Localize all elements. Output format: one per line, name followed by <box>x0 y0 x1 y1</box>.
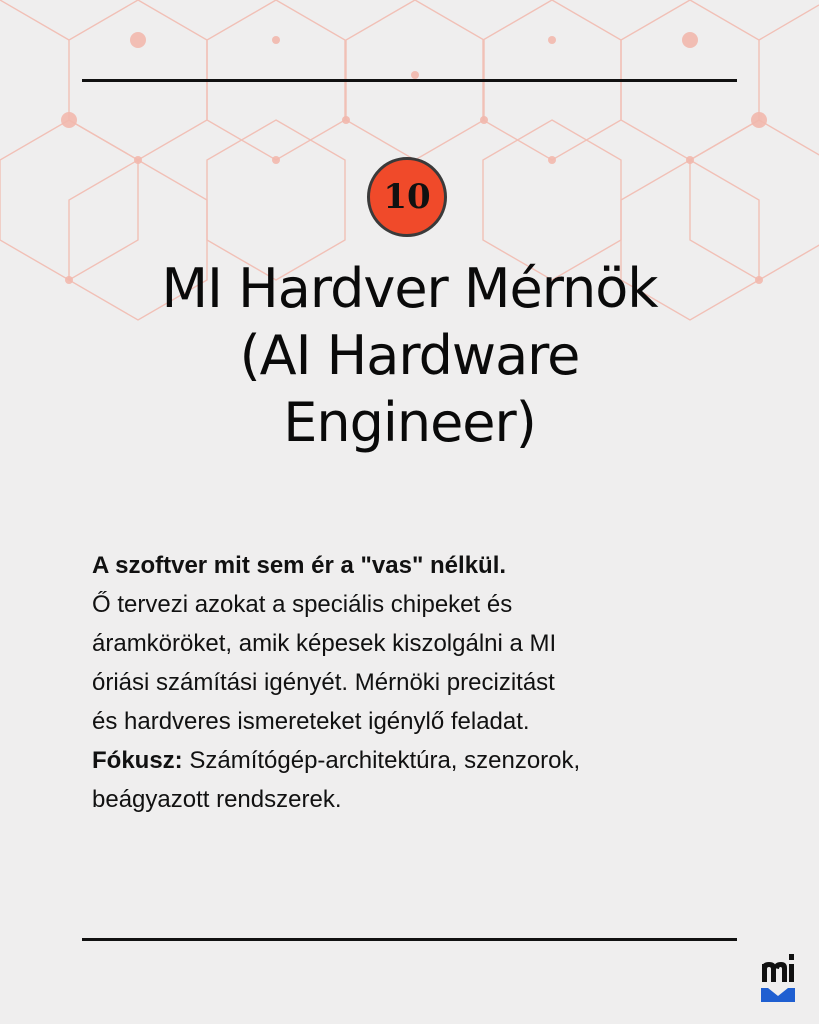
focus-label: Fókusz: <box>92 747 183 774</box>
title-line-1: MI Hardver Mérnök <box>161 257 658 320</box>
focus-line <box>92 747 580 774</box>
title-line-2: (AI Hardware <box>239 324 580 387</box>
paragraph-line-3: óriási számítási igényét. Mérnöki precizitást <box>92 669 555 696</box>
focus-text: Számítógép-architektúra, szenzorok, <box>182 747 581 774</box>
paragraph-line-2: áramköröket, amik képesek kiszolgálni a MI <box>92 630 557 657</box>
top-divider <box>82 79 737 82</box>
bottom-divider <box>82 938 737 941</box>
paragraph-line-1: Ő tervezi azokat a speciális chipeket és <box>92 591 513 618</box>
focus-text-continued: beágyazott rendszerek. <box>92 786 342 813</box>
paragraph-line-4: és hardveres ismereteket igénylő feladat. <box>92 708 530 735</box>
title-line-3: Engineer) <box>283 391 536 454</box>
badge-number: 10 <box>383 177 431 217</box>
page-title <box>40 255 779 456</box>
mi-logo-icon <box>760 950 796 1006</box>
description-block <box>92 546 742 819</box>
description-paragraph <box>92 585 742 819</box>
lead-sentence: A szoftver mit sem ér a "vas" nélkül. <box>92 552 507 579</box>
number-badge <box>367 157 447 237</box>
